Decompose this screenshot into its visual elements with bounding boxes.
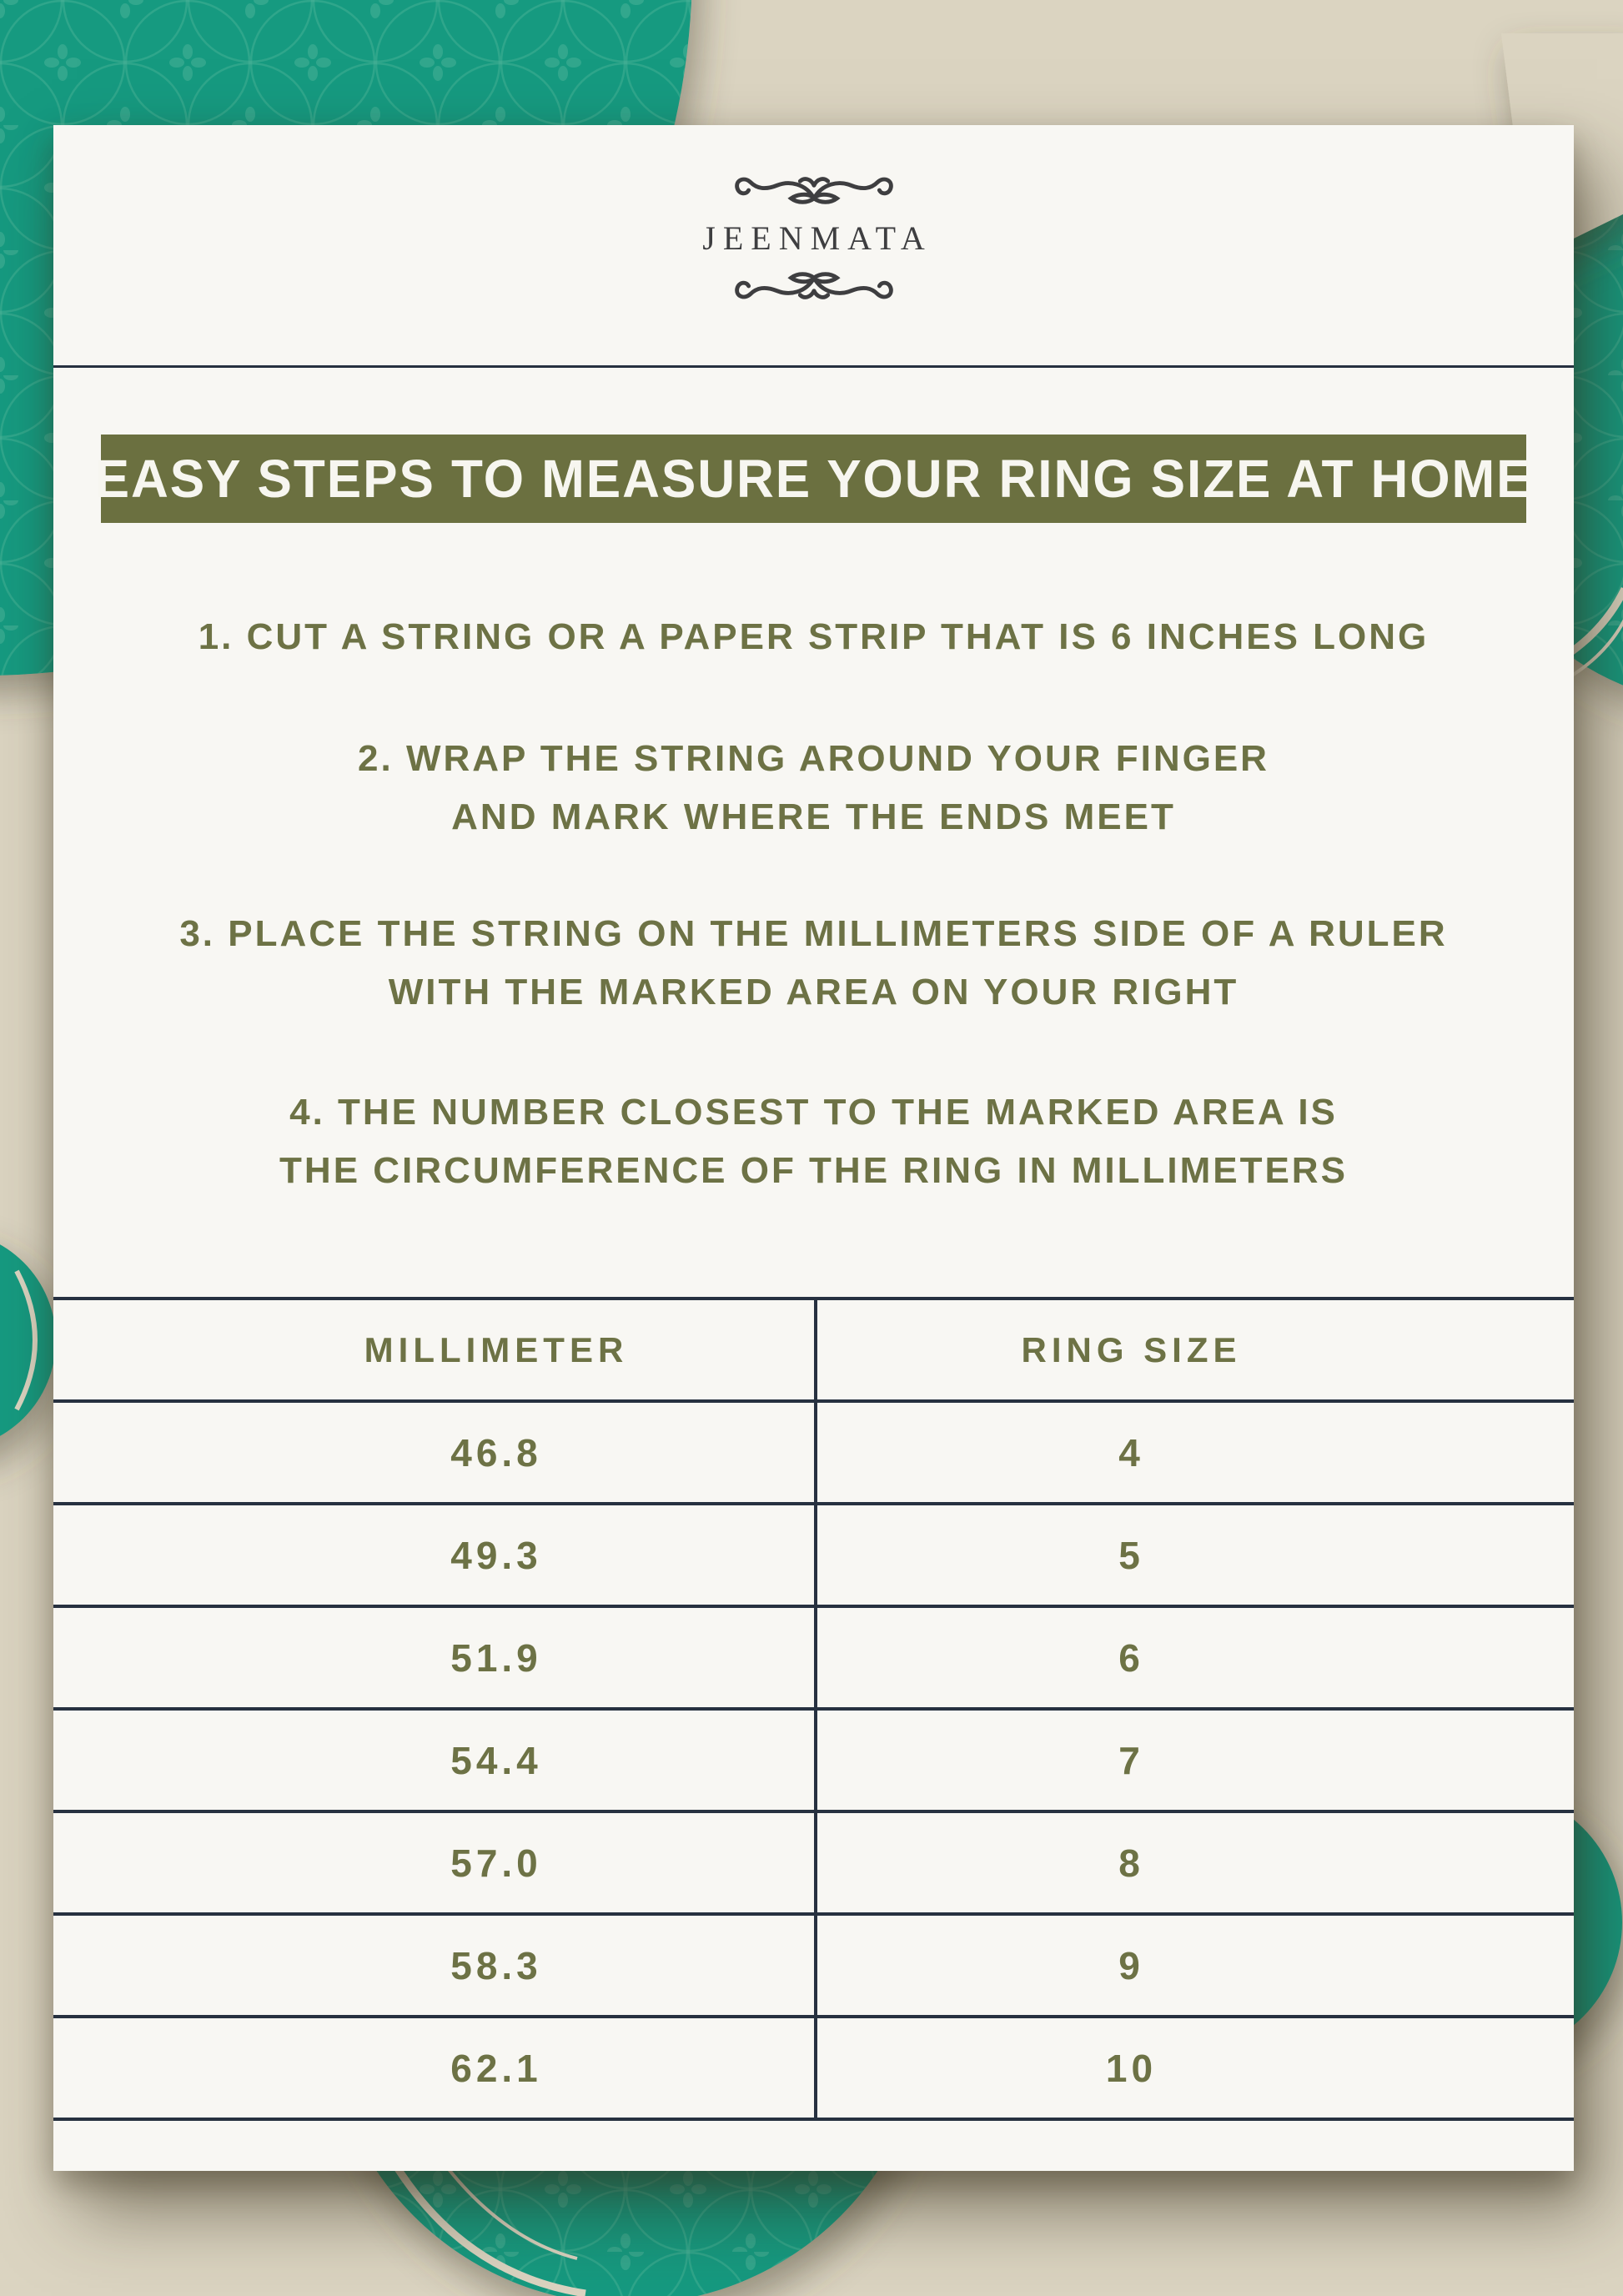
step-3-line: 3. PLACE THE STRING ON THE MILLIMETERS SIDE OF A RULER bbox=[179, 913, 1448, 954]
page-title: EASY STEPS TO MEASURE YOUR RING SIZE AT HOME bbox=[94, 449, 1533, 509]
ring-size-value: 4 bbox=[1118, 1430, 1144, 1475]
brand-logo bbox=[53, 173, 1574, 303]
step-4-line: THE CIRCUMFERENCE OF THE RING IN MILLIMETERS bbox=[279, 1150, 1348, 1191]
card bbox=[53, 125, 1574, 2171]
ring-size-value: 6 bbox=[1118, 1635, 1144, 1680]
millimeter-value: 54.4 bbox=[450, 1738, 542, 1782]
step-3 bbox=[53, 905, 1574, 1022]
millimeter-value: 51.9 bbox=[450, 1635, 542, 1680]
ring-size-value: 9 bbox=[1118, 1943, 1144, 1987]
ring-size-value: 10 bbox=[1105, 2046, 1158, 2090]
millimeter-value: 49.3 bbox=[450, 1533, 542, 1577]
title-banner bbox=[94, 435, 1533, 523]
step-4-line: 4. THE NUMBER CLOSEST TO THE MARKED AREA IS bbox=[289, 1092, 1338, 1133]
flourish-icon-bottom bbox=[732, 264, 896, 303]
brand-name: JEENMATA bbox=[702, 219, 932, 257]
table-column-divider bbox=[814, 1297, 817, 2118]
millimeter-value: 57.0 bbox=[450, 1841, 542, 1885]
step-1-line: 1. CUT A STRING OR A PAPER STRIP THAT IS 6 INCHES LONG bbox=[198, 616, 1430, 657]
ring-size-value: 7 bbox=[1118, 1738, 1144, 1782]
ring-size-value: 5 bbox=[1118, 1533, 1144, 1577]
column-header-millimeter: MILLIMETER bbox=[364, 1329, 629, 1369]
step-1 bbox=[53, 608, 1574, 666]
divider-line bbox=[53, 365, 1574, 368]
column-header-ring-size: RING SIZE bbox=[1021, 1329, 1242, 1369]
flourish-icon-top bbox=[732, 173, 896, 212]
step-2-line: 2. WRAP THE STRING AROUND YOUR FINGER bbox=[358, 738, 1269, 779]
step-4 bbox=[53, 1083, 1574, 1200]
step-3-line: WITH THE MARKED AREA ON YOUR RIGHT bbox=[388, 972, 1239, 1012]
millimeter-value: 62.1 bbox=[450, 2046, 542, 2090]
step-2 bbox=[53, 730, 1574, 847]
millimeter-value: 58.3 bbox=[450, 1943, 542, 1987]
millimeter-value: 46.8 bbox=[450, 1430, 542, 1475]
step-2-line: AND MARK WHERE THE ENDS MEET bbox=[451, 796, 1176, 837]
ring-size-table bbox=[53, 1297, 1574, 2121]
ring-size-value: 8 bbox=[1118, 1841, 1144, 1885]
